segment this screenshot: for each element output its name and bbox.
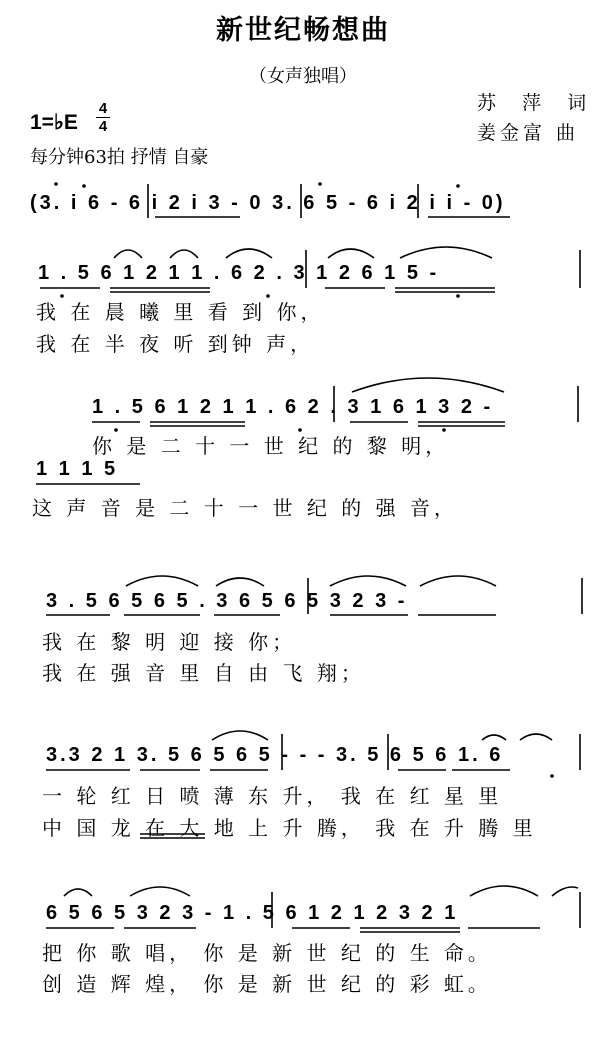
lyric-row-1-verse-2: 我 在 半 夜 听 到钟 声，	[36, 332, 315, 356]
composer-credit: 姜金富 曲	[477, 122, 580, 144]
octave-dot	[318, 182, 322, 186]
octave-dot	[82, 184, 86, 188]
song-title: 新世纪畅想曲	[216, 15, 390, 46]
key-signature: 1=♭E	[30, 111, 78, 134]
octave-dot	[266, 294, 270, 298]
slur	[114, 250, 142, 258]
slur	[330, 576, 406, 586]
octave-dot	[298, 428, 302, 432]
meter-top: 4	[98, 100, 108, 117]
octave-dot	[456, 184, 460, 188]
octave-dot	[550, 774, 554, 778]
tempo-marking: 每分钟63拍 抒情 自豪	[30, 147, 209, 168]
slur	[520, 734, 552, 740]
slur	[64, 889, 92, 896]
octave-dot	[442, 428, 446, 432]
lyric-row-3-verse-1: 我 在 黎 明 迎 接 你；	[42, 630, 297, 654]
notation-row-1: 1 . 5 6 1 2 1 1 . 6 2 . 3 1 2 6 1 5 -	[38, 262, 440, 284]
slur	[328, 249, 374, 258]
lyric-row-4-verse-1: 一 轮 红 日 喷 薄 东 升， 我 在 红 星 里	[42, 784, 503, 808]
octave-dot	[54, 182, 58, 186]
meter-bottom: 4	[98, 118, 108, 135]
notation-row-4: 3.3 2 1 3. 5 6 5 6 5 - - - 3. 5 6 5 6 1. 6	[46, 744, 504, 766]
slur	[470, 886, 538, 896]
octave-dot	[114, 428, 118, 432]
slur	[420, 576, 496, 586]
notation-row-intro: (3. i 6 - 6 i 2 i 3 - 0 3. 6 5 - 6 i 2 i i - 0)	[30, 192, 506, 214]
notation-row-2: 1 . 5 6 1 2 1 1 . 6 2 . 3 1 6 1 3 2 -	[92, 396, 494, 418]
song-subtitle: （女声独唱）	[249, 66, 357, 87]
lyric-row-5-verse-1: 把 你 歌 唱， 你 是 新 世 纪 的 生 命。	[42, 941, 492, 965]
lyric-row-2-verse-1: 你 是 二 十 一 世 纪 的 黎 明，	[92, 434, 450, 458]
slur	[552, 887, 578, 896]
slur	[212, 731, 268, 740]
slur	[126, 576, 198, 586]
slur	[226, 249, 272, 258]
notation-row-2-alt: 1 1 1 5	[36, 458, 119, 480]
slur	[216, 578, 264, 586]
lyric-row-4-verse-2: 中 国 龙 在 大 地 上 升 腾， 我 在 升 腾 里	[42, 816, 537, 840]
lyric-row-5-verse-2: 创 造 辉 煌， 你 是 新 世 纪 的 彩 虹。	[42, 972, 492, 996]
notation-row-3: 3 . 5 6 5 6 5 . 3 6 5 6 5 3 2 3 -	[46, 590, 408, 612]
slur	[170, 250, 198, 258]
slur	[352, 378, 504, 392]
lyric-row-3-verse-2: 我 在 强 音 里 自 由 飞 翔；	[42, 661, 365, 685]
slur	[130, 887, 190, 896]
octave-dot	[60, 294, 64, 298]
lyric-row-2-verse-2: 这 声 音 是 二 十 一 世 纪 的 强 音，	[32, 496, 458, 520]
lyricist-credit: 苏 萍 词	[477, 92, 597, 114]
octave-dot	[456, 294, 460, 298]
notation-row-5: 6 5 6 5 3 2 3 - 1 . 5 6 1 2 1 2 3 2 1	[46, 902, 459, 924]
slur	[482, 735, 506, 740]
slur	[400, 247, 492, 258]
lyric-row-1-verse-1: 我 在 晨 曦 里 看 到 你，	[36, 300, 325, 324]
